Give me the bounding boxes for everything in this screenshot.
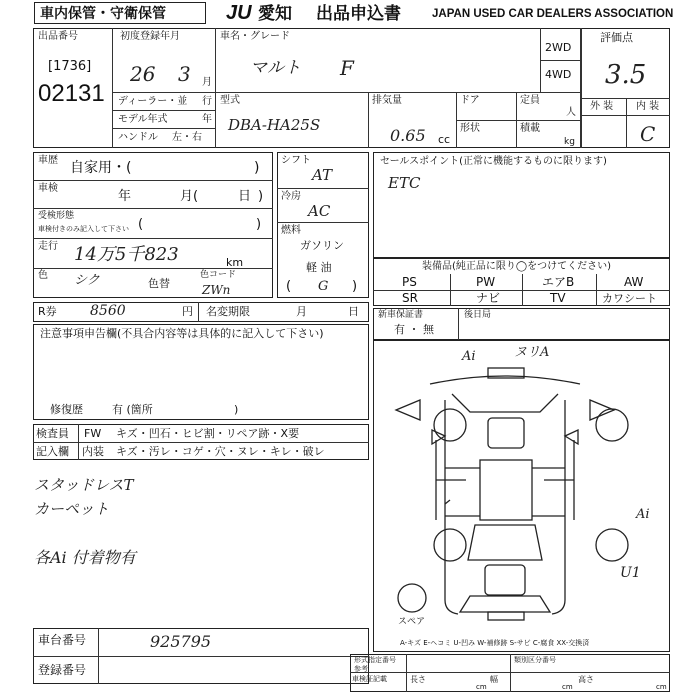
exterior-label: 外 装	[590, 101, 614, 112]
car-name-value: マルト	[250, 58, 301, 78]
fuel-diesel: 軽 油	[306, 261, 332, 274]
lot-number: 02131	[38, 80, 105, 107]
fuel-label: 燃料	[281, 225, 301, 236]
name-change-month: 月	[296, 305, 307, 318]
equip-ps: PS	[402, 275, 417, 289]
form-title: 出品申込書	[316, 4, 401, 23]
displacement-label: 排気量	[372, 95, 402, 106]
fuel-g-close: )	[352, 279, 358, 294]
fuel-g-open: (	[286, 279, 292, 294]
handle-value: 左・右	[172, 132, 202, 143]
reference-label: 参考	[354, 665, 368, 673]
inspector-label-2: 記入欄	[36, 445, 69, 458]
registration-year: 26	[130, 62, 156, 86]
equip-airbag: エアB	[542, 275, 575, 289]
dealer-label: ディーラー・並	[118, 96, 188, 107]
registration-month-unit: 月	[202, 77, 212, 88]
history-label: 車歴	[38, 155, 58, 166]
acceptance-note: 車検付きのみ記入して下さい	[38, 225, 129, 233]
equip-pw: PW	[476, 275, 496, 289]
association-name: 愛知	[258, 4, 292, 23]
capacity-unit: 人	[566, 107, 576, 118]
model-year-unit: 年	[202, 114, 212, 125]
repair-value: 有 (箇所	[112, 403, 153, 416]
car-grade-value: F	[340, 56, 354, 80]
shift-value: AT	[312, 166, 333, 184]
shaken-month-unit: 月(	[180, 189, 199, 204]
chassis-label: 車台番号	[38, 633, 87, 647]
type-number-label: 形式指定番号	[354, 656, 396, 664]
color-label: 色	[38, 270, 48, 281]
car-name-label: 車名・グレード	[220, 31, 290, 42]
warranty-value: 有 ・ 無	[394, 323, 434, 336]
ac-value: AC	[308, 202, 331, 220]
model-label: 型式	[220, 95, 240, 106]
color-value: シク	[74, 273, 100, 288]
recycle-unit: 円	[182, 305, 193, 318]
remarks-label: 後日局	[464, 310, 492, 320]
history-value: 自家用・(	[70, 160, 132, 176]
score-value: 3.5	[605, 60, 647, 90]
model-value: DBA-HA25S	[228, 116, 321, 134]
damage-legend: A-キズ E-ヘコミ U-凹み W-補修跡 S-サビ C-腐食 XX-交換済	[400, 639, 590, 647]
equipment-label: 装備品(純正品に限り◯をつけてください)	[422, 261, 611, 272]
note-studless: スタッドレスT	[34, 476, 134, 494]
diagram-mark-front-left: Ai	[462, 349, 476, 364]
width-label: 幅	[490, 675, 498, 684]
model-year-label: モデル年式	[118, 114, 168, 125]
inspector-fw-items: キズ・凹石・ヒビ割・リペア跡・X要	[116, 427, 300, 440]
shaken-year-unit: 年	[118, 189, 132, 204]
lot-label: 出品番号	[38, 31, 78, 42]
width-unit: cm	[562, 683, 573, 691]
shaken-label: 車検	[38, 183, 58, 194]
displacement-unit: cc	[438, 133, 451, 146]
chassis-value: 925795	[150, 632, 212, 651]
name-change-label: 名変期限	[206, 305, 250, 318]
load-label: 積載	[520, 123, 540, 134]
mileage-label: 走行	[38, 241, 58, 252]
recycle-label: R券	[38, 305, 57, 318]
interior-label: 内 装	[636, 101, 660, 112]
history-close: )	[254, 160, 260, 176]
fuel-g-value: G	[318, 279, 329, 294]
handle-label: ハンドル	[118, 132, 158, 143]
color-code-value: ZWn	[202, 283, 231, 297]
notice-label: 注意事項申告欄(不具合内容等は具体的に記入して下さい)	[40, 327, 324, 340]
inspector-label-1: 検査員	[36, 427, 69, 440]
ac-label: 冷房	[281, 191, 301, 202]
recycle-value: 8560	[90, 303, 126, 319]
diagram-mark-right: Ai	[636, 507, 650, 522]
mileage-value: 14万5千823	[74, 244, 179, 265]
lot-sub-number: [1736]	[48, 59, 92, 74]
sales-point-value: ETC	[388, 174, 421, 192]
mileage-unit: km	[226, 256, 244, 269]
acceptance-close: )	[256, 217, 262, 232]
name-change-day: 日	[348, 305, 359, 318]
note-carpet: カーペット	[34, 500, 110, 518]
storage-label: 車内保管・守衛保管	[40, 5, 166, 21]
sales-point-label: セールスポイント(正常に機能するものに限ります)	[380, 156, 607, 167]
color-change-label: 色替	[148, 277, 170, 290]
drive-2wd: 2WD	[545, 41, 572, 54]
diagram-mark-rear-right: U1	[620, 565, 641, 581]
height-unit: cm	[656, 683, 667, 691]
height-label: 高さ	[578, 675, 594, 684]
equip-sr: SR	[402, 291, 418, 305]
inspector-int-items: キズ・汚レ・コゲ・穴・ヌレ・キレ・破レ	[116, 445, 325, 458]
plate-label: 登録番号	[38, 663, 87, 677]
doors-label: ドア	[460, 95, 480, 106]
warranty-label: 新車保証書	[378, 310, 424, 320]
equip-tv: TV	[550, 291, 566, 305]
inspector-fw-label: FW	[84, 427, 102, 440]
color-code-label: 色コード	[200, 270, 237, 280]
spare-label: スペア	[398, 617, 426, 627]
displacement-value: 0.65	[390, 126, 426, 145]
shaken-day-unit: 日	[238, 189, 252, 204]
acceptance-label: 受検形態	[38, 211, 75, 221]
shape-label: 形状	[460, 123, 480, 134]
equip-aw: AW	[624, 275, 644, 289]
fuel-gasoline: ガソリン	[300, 239, 344, 252]
equip-leather: カワシート	[602, 292, 657, 305]
drive-4wd: 4WD	[545, 68, 572, 81]
registration-month: 3	[178, 62, 191, 86]
length-label: 長さ	[410, 675, 426, 684]
diagram-mark-front: ヌリA	[514, 345, 550, 360]
dealer-unit: 行	[202, 96, 212, 107]
acceptance-open: (	[138, 217, 144, 232]
score-label: 評価点	[600, 31, 633, 44]
load-unit: kg	[564, 137, 575, 147]
ju-logo: JU	[226, 2, 252, 24]
registration-label: 初度登録年月	[120, 31, 180, 42]
inspector-int-label: 内装	[82, 445, 104, 458]
certificate-label: 車検証記載	[352, 675, 387, 683]
interior-score: C	[640, 122, 656, 146]
shift-label: シフト	[281, 155, 311, 166]
capacity-label: 定員	[520, 95, 540, 106]
length-unit: cm	[476, 683, 487, 691]
repair-label: 修復歴	[50, 403, 83, 416]
category-number-label: 類別区分番号	[514, 656, 556, 664]
form-title-en: JAPAN USED CAR DEALERS ASSOCIATION	[432, 8, 674, 20]
equip-navi: ナビ	[476, 291, 501, 305]
shaken-close: )	[258, 189, 264, 204]
note-deposits: 各Ai 付着物有	[34, 548, 136, 567]
repair-close: )	[234, 403, 239, 416]
